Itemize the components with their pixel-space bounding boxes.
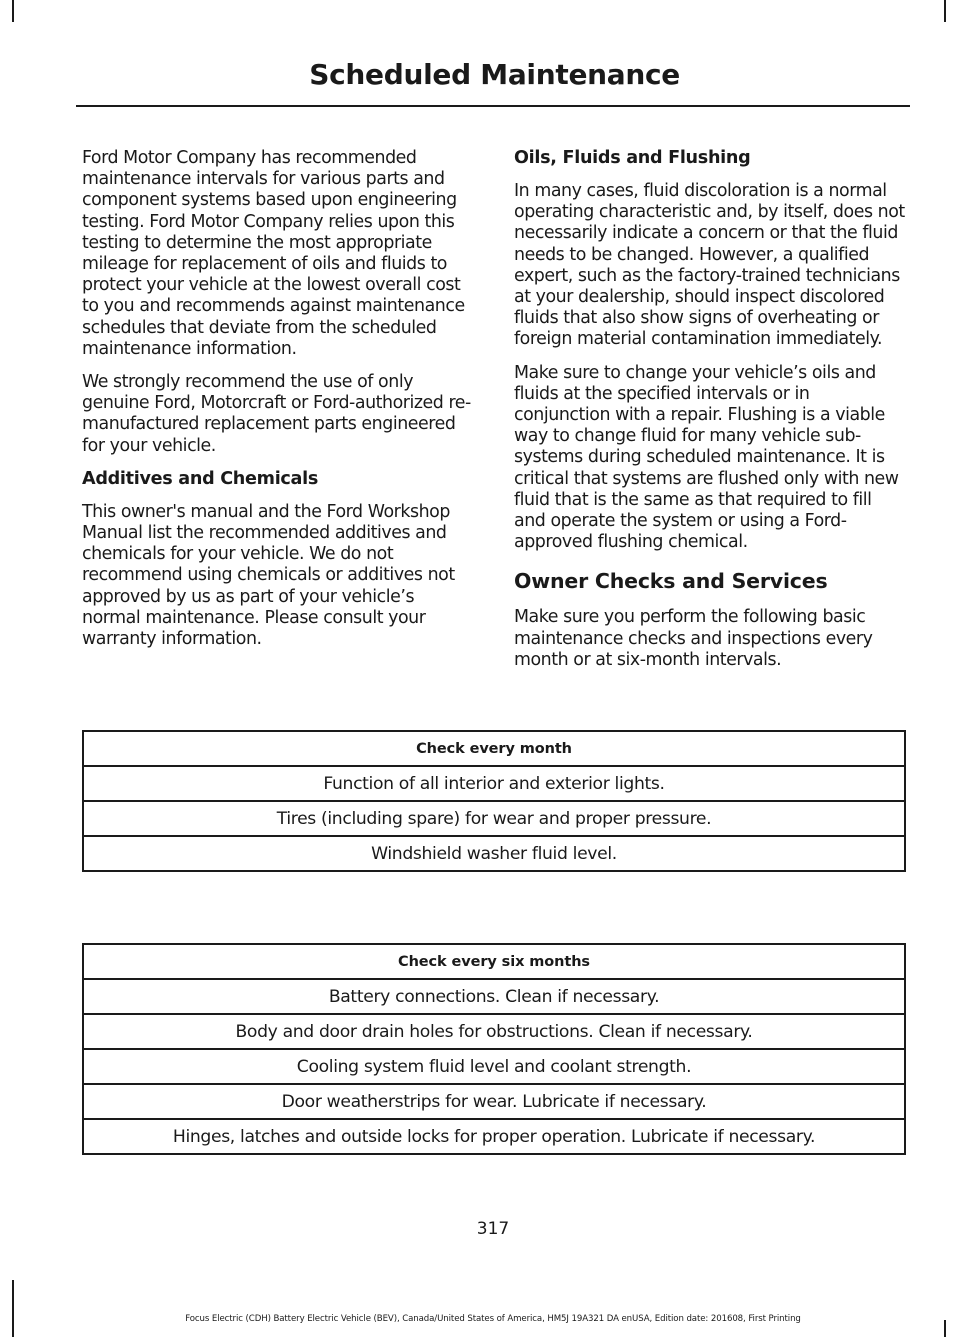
- table-cell: Door weatherstrips for wear. Lubricate if necessary.: [83, 1084, 905, 1119]
- owner-checks-heading: Owner Checks and Services: [514, 569, 828, 594]
- table-row: [83, 766, 905, 801]
- footer-edition-info: Focus Electric (CDH) Battery Electric Vehicle (BEV), Canada/United States of America, HM5J 19A321 DA enUSA, Edition date: 201608, First Printing: [185, 1314, 801, 1324]
- table-row: [83, 1014, 905, 1049]
- table-row: [83, 801, 905, 836]
- discoloration-paragraph: In many cases, fluid discoloration is a normal operating characteristic and, by itself, does not necessarily indicate a concern or that the fluid needs to be changed. However, a qualified expert, such as the factory-trained technicians at your dealership, should inspect discolored fluids that also show signs of overheating or foreign material contamination immediately.: [514, 181, 905, 350]
- table-row: [83, 836, 905, 871]
- table-row: [83, 979, 905, 1014]
- six-month-table-header: Check every six months: [83, 944, 905, 979]
- table-row: [83, 1084, 905, 1119]
- table-row: [83, 1049, 905, 1084]
- header-divider: [76, 105, 910, 107]
- right-column: [514, 148, 906, 683]
- monthly-table-header: Check every month: [83, 731, 905, 766]
- table-cell: Windshield washer fluid level.: [83, 836, 905, 871]
- crop-mark-top-left: [12, 0, 14, 22]
- monthly-check-table: [82, 730, 906, 872]
- six-month-check-table: [82, 943, 906, 1155]
- oils-fluids-heading: Oils, Fluids and Flushing: [514, 148, 751, 168]
- table-row: [83, 1119, 905, 1154]
- table-cell: Cooling system fluid level and coolant strength.: [83, 1049, 905, 1084]
- additives-paragraph: This owner's manual and the Ford Workshop Manual list the recommended additives and chemicals for your vehicle. We do not recommend using chemicals or additives not approved by us as part of your vehicle’s normal maintenance. Please consult your warranty information.: [82, 501, 455, 650]
- left-column: [82, 148, 474, 662]
- crop-mark-bottom-left: [12, 1280, 14, 1337]
- intro-paragraph: Ford Motor Company has recommended maintenance intervals for various parts and component systems based upon engineering testing. Ford Motor Company relies upon this testing to determine the most appropriate mileage for replacement of oils and fluids to protect your vehicle at the lowest overall cost to you and recommends against maintenance schedules that deviate from the scheduled maintenance information.: [82, 148, 465, 359]
- table-cell: Hinges, latches and outside locks for proper operation. Lubricate if necessary.: [83, 1119, 905, 1154]
- page-title: Scheduled Maintenance: [309, 58, 680, 91]
- table-cell: Battery connections. Clean if necessary.: [83, 979, 905, 1014]
- flushing-paragraph: Make sure to change your vehicle’s oils and fluids at the specified intervals or in conjunction with a repair. Flushing is a viable way to change fluid for many vehicle sub-systems during scheduled maintenance. It is critical that systems are flushed only with new fluid that is the same as that required to fill and operate the system or using a Ford-approved flushing chemical.: [514, 362, 899, 553]
- genuine-parts-paragraph: We strongly recommend the use of only genuine Ford, Motorcraft or Ford-authorized re-manufactured replacement parts engineered for your vehicle.: [82, 372, 471, 456]
- table-cell: Function of all interior and exterior lights.: [83, 766, 905, 801]
- page-number: 317: [476, 1219, 510, 1239]
- additives-heading: Additives and Chemicals: [82, 468, 319, 489]
- crop-mark-top-right: [944, 0, 946, 22]
- table-cell: Tires (including spare) for wear and proper pressure.: [83, 801, 905, 836]
- table-cell: Body and door drain holes for obstructions. Clean if necessary.: [83, 1014, 905, 1049]
- owner-checks-paragraph: Make sure you perform the following basic maintenance checks and inspections every month or at six-month intervals.: [514, 607, 873, 670]
